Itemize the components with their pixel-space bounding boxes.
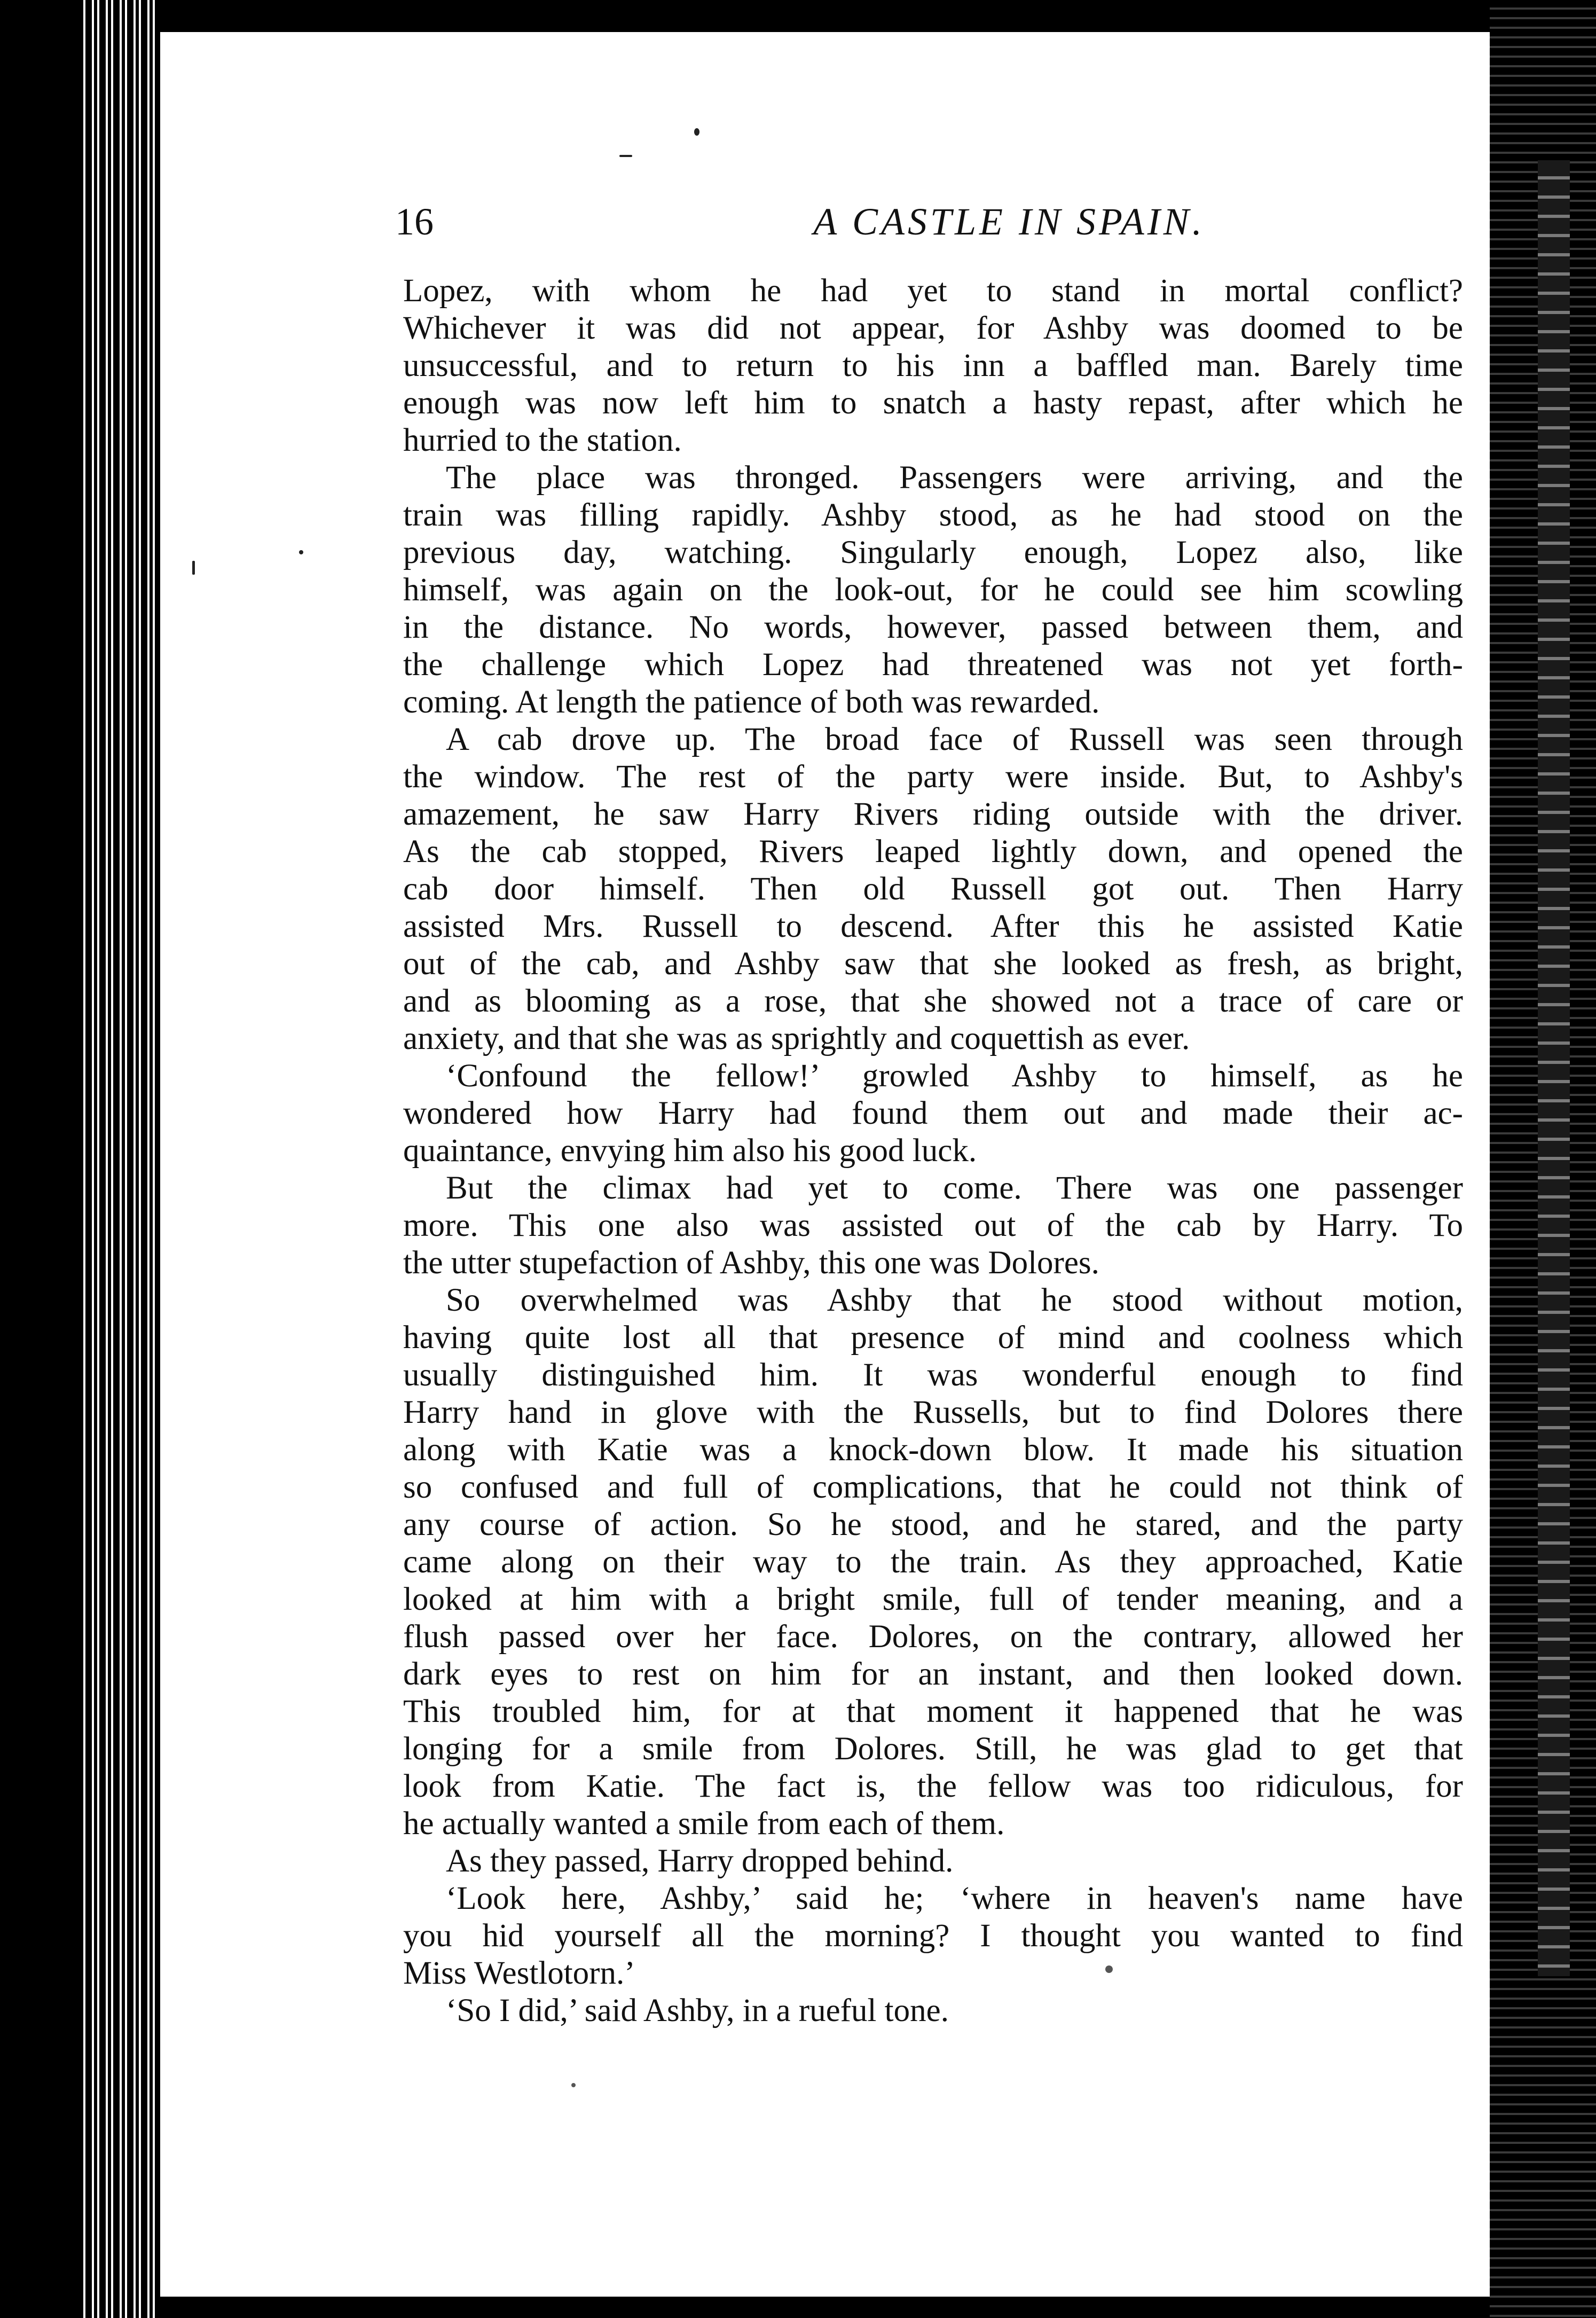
- text-line: previous day, watching. Singularly enough, Lopez also, like: [403, 535, 1463, 570]
- text-line: looked at him with a bright smile, full of tender meaning, and a: [403, 1581, 1463, 1617]
- text-line: The place was thronged. Passengers were arriving, and the: [446, 460, 1463, 496]
- body-text: [403, 272, 1463, 2030]
- text-line: along with Katie was a knock-down blow. It made his situation: [403, 1432, 1463, 1468]
- text-line: Harry hand in glove with the Russells, but to find Dolores there: [403, 1395, 1463, 1430]
- scan-speck: [571, 2083, 576, 2087]
- text-line: came along on their way to the train. As they approached, Katie: [403, 1544, 1463, 1580]
- text-line: Miss Westlotorn.’: [403, 1955, 635, 1991]
- text-line: So overwhelmed was Ashby that he stood without motion,: [446, 1282, 1463, 1318]
- text-line: anxiety, and that she was as sprightly and coquettish as ever.: [403, 1021, 1190, 1056]
- text-line: coming. At length the patience of both was rewarded.: [403, 684, 1100, 720]
- page-header: [395, 192, 1442, 251]
- text-line: amazement, he saw Harry Rivers riding outside with the driver.: [403, 796, 1463, 832]
- scan-speck: [694, 128, 699, 136]
- text-line: look from Katie. The fact is, the fellow was too ridiculous, for: [403, 1768, 1463, 1804]
- text-line: flush passed over her face. Dolores, on the contrary, allowed her: [403, 1619, 1463, 1655]
- text-line: dark eyes to rest on him for an instant, and then looked down.: [403, 1656, 1463, 1692]
- text-line: any course of action. So he stood, and he stared, and the party: [403, 1507, 1463, 1542]
- page-number: 16: [395, 200, 434, 243]
- page-stack-edge: [1538, 160, 1570, 1976]
- running-head: A CASTLE IN SPAIN.: [813, 200, 1205, 243]
- text-line: Whichever it was did not appear, for Ashby was doomed to be: [403, 310, 1463, 346]
- binding-gutter: [80, 0, 160, 2318]
- text-line: But the climax had yet to come. There was one passenger: [446, 1170, 1463, 1206]
- text-line: unsuccessful, and to return to his inn a baffled man. Barely time: [403, 348, 1463, 383]
- text-line: train was filling rapidly. Ashby stood, as he had stood on the: [403, 497, 1463, 533]
- text-line: having quite lost all that presence of mind and coolness which: [403, 1320, 1463, 1356]
- text-line: hurried to the station.: [403, 422, 682, 458]
- text-line: ‘Confound the fellow!’ growled Ashby to himself, as he: [446, 1058, 1463, 1094]
- text-line: out of the cab, and Ashby saw that she looked as fresh, as bright,: [403, 946, 1463, 982]
- text-line: Lopez, with whom he had yet to stand in mortal conflict?: [403, 273, 1463, 309]
- text-line: the challenge which Lopez had threatened was not yet forth-: [403, 647, 1463, 683]
- text-line: As they passed, Harry dropped behind.: [446, 1843, 954, 1879]
- text-line: cab door himself. Then old Russell got out. Then Harry: [403, 871, 1463, 907]
- text-line: wondered how Harry had found them out and made their ac-: [403, 1095, 1463, 1131]
- text-line: As the cab stopped, Rivers leaped lightly down, and opened the: [403, 834, 1463, 870]
- text-line: ‘Look here, Ashby,’ said he; ‘where in heaven's name have: [446, 1881, 1463, 1916]
- text-line: himself, was again on the look-out, for he could see him scowling: [403, 572, 1463, 608]
- text-line: longing for a smile from Dolores. Still, he was glad to get that: [403, 1731, 1463, 1767]
- text-line: you hid yourself all the morning? I thought you wanted to find: [403, 1918, 1463, 1954]
- text-line: enough was now left him to snatch a hasty repast, after which he: [403, 385, 1463, 421]
- scan-speck: [619, 155, 632, 157]
- text-line: A cab drove up. The broad face of Russell was seen through: [446, 722, 1463, 757]
- text-line: the utter stupefaction of Ashby, this one was Dolores.: [403, 1245, 1099, 1281]
- text-line: and as blooming as a rose, that she showed not a trace of care or: [403, 983, 1463, 1019]
- scan-speck: [192, 561, 195, 575]
- left-scan-border: [0, 0, 80, 2318]
- scan-speck: [1105, 1965, 1113, 1973]
- text-line: more. This one also was assisted out of the cab by Harry. To: [403, 1208, 1463, 1243]
- text-line: assisted Mrs. Russell to descend. After this he assisted Katie: [403, 909, 1463, 944]
- text-line: usually distinguished him. It was wonderful enough to find: [403, 1357, 1463, 1393]
- text-line: ‘So I did,’ said Ashby, in a rueful tone.: [446, 1993, 949, 2029]
- text-line: so confused and full of complications, that he could not think of: [403, 1469, 1463, 1505]
- text-line: quaintance, envying him also his good luck.: [403, 1133, 977, 1169]
- text-line: in the distance. No words, however, passed between them, and: [403, 609, 1463, 645]
- text-line: he actually wanted a smile from each of them.: [403, 1806, 1005, 1842]
- scan-speck: [299, 550, 303, 554]
- text-line: the window. The rest of the party were inside. But, to Ashby's: [403, 759, 1463, 795]
- text-line: This troubled him, for at that moment it happened that he was: [403, 1694, 1463, 1729]
